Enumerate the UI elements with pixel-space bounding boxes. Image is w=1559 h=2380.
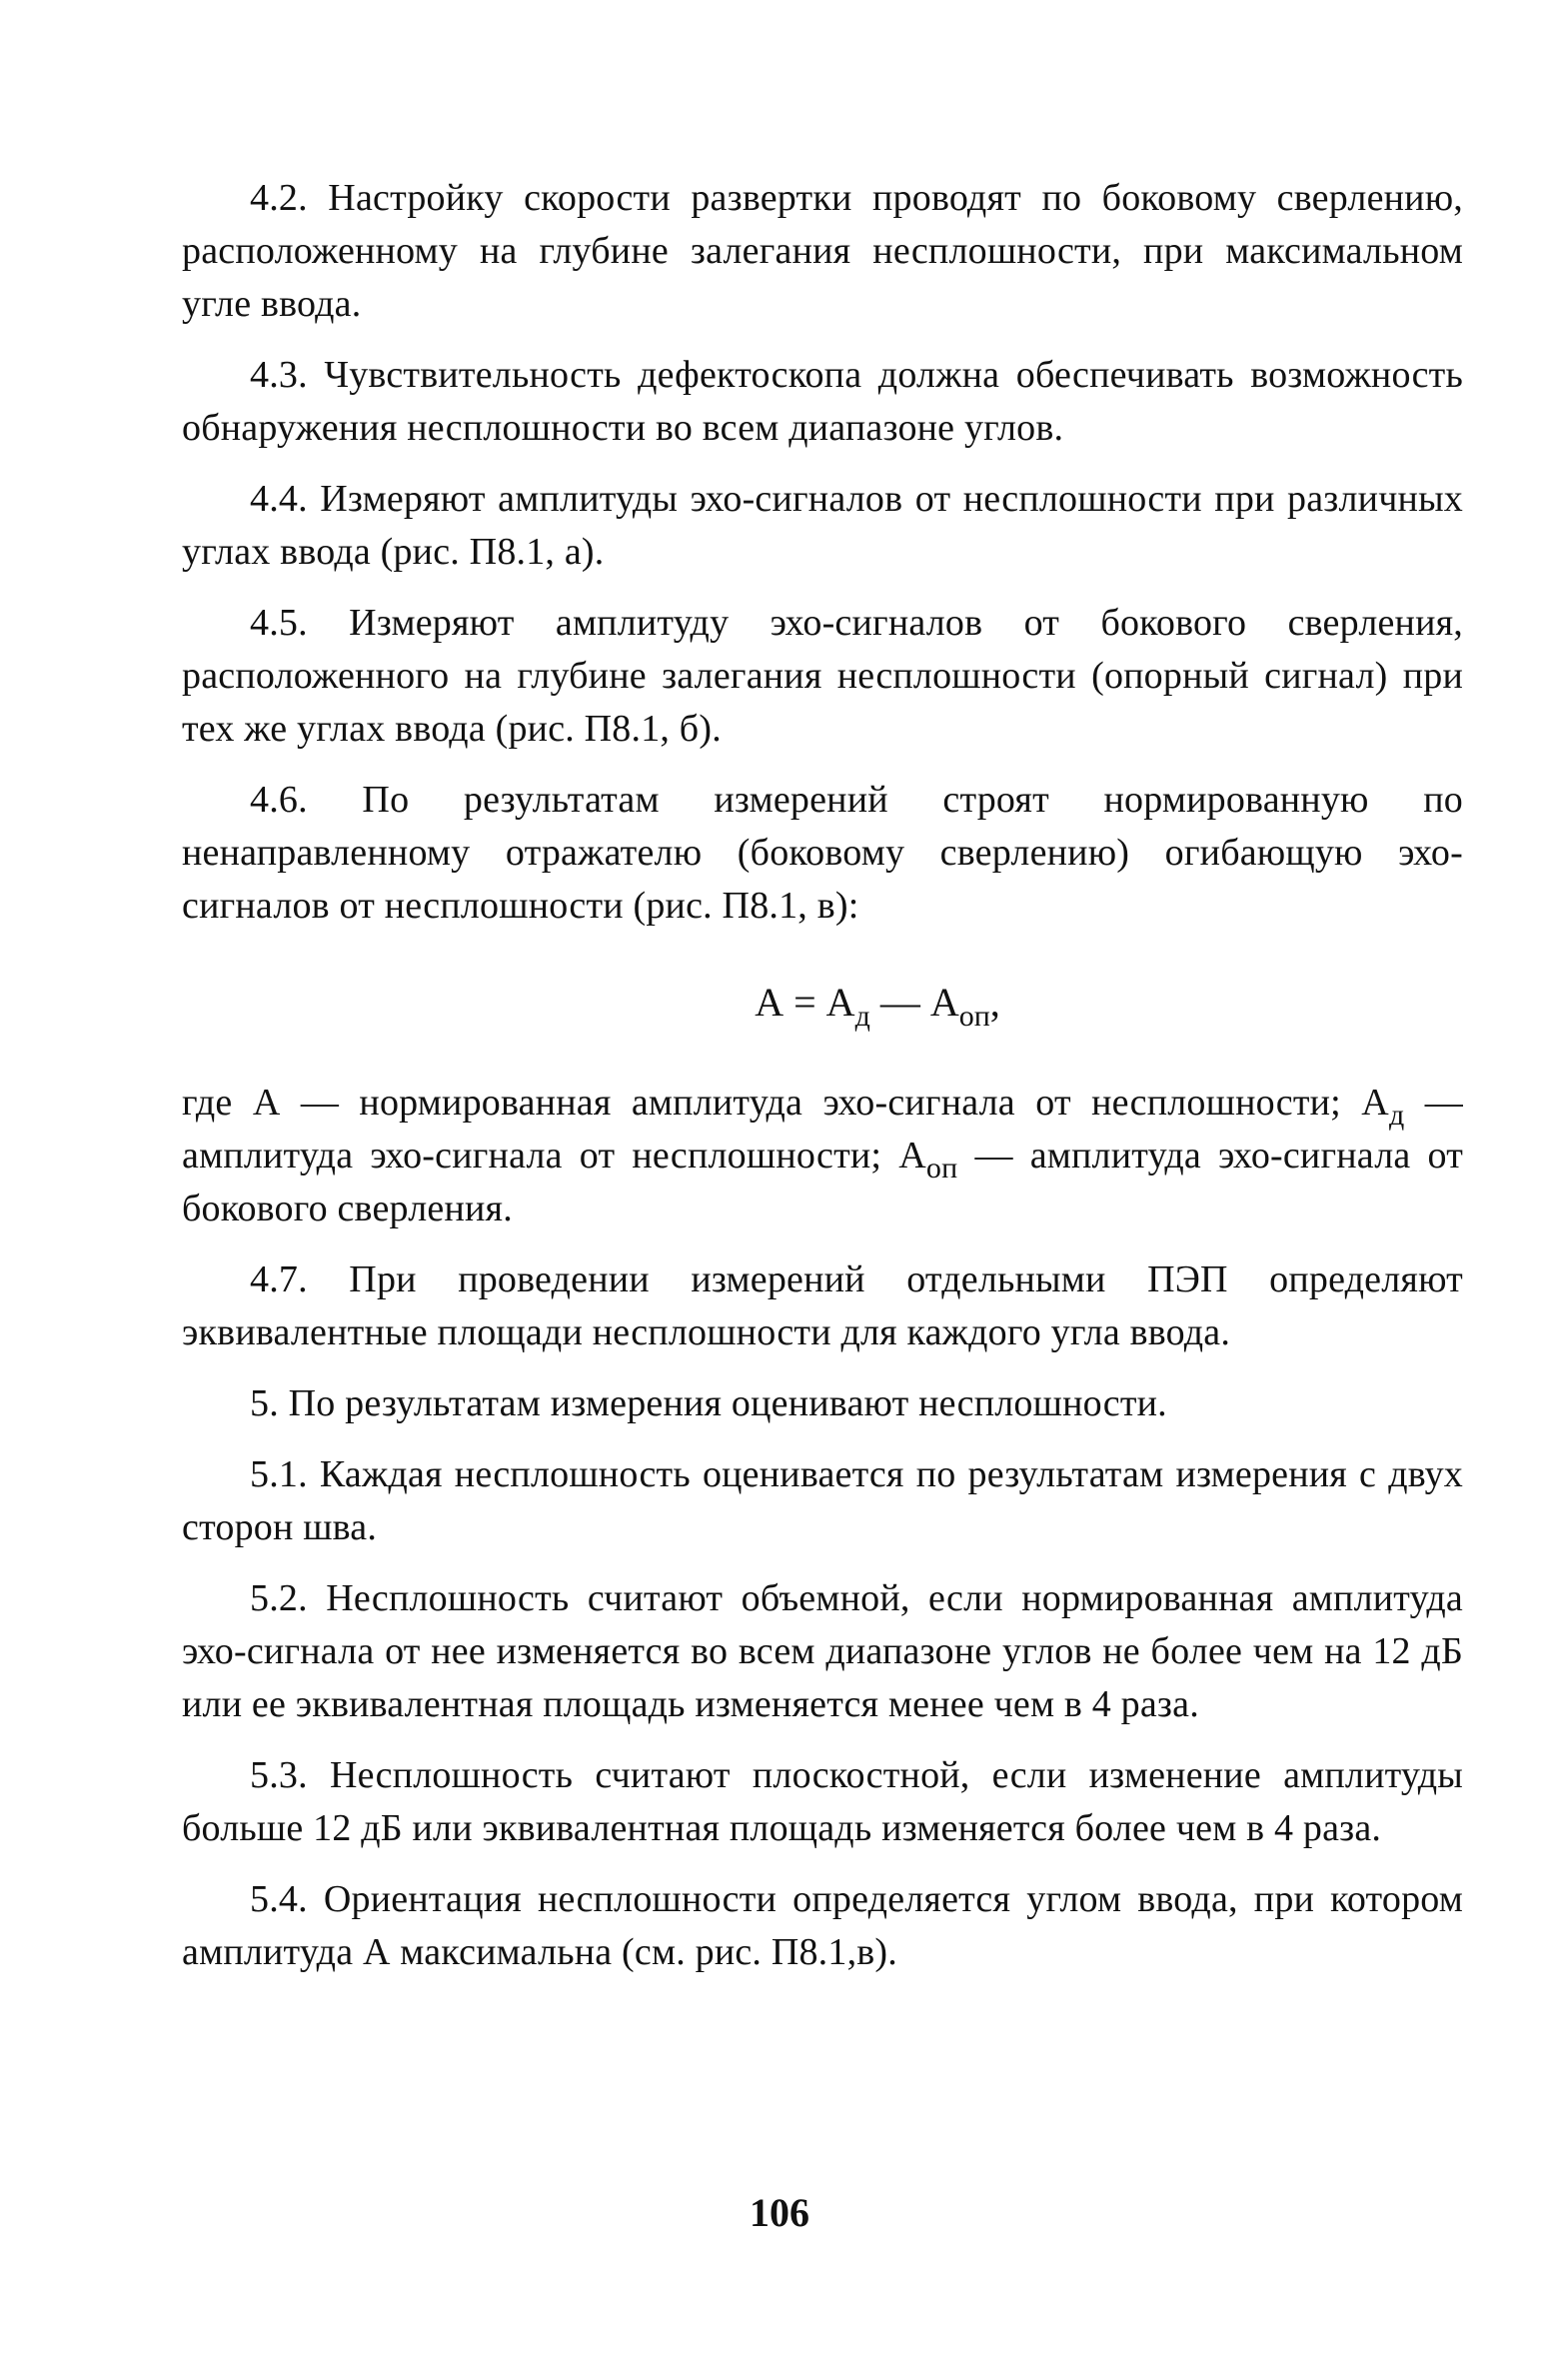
formula-comma: , <box>989 980 1000 1025</box>
paragraph-5-4: 5.4. Ориентация несплошности определяется углом ввода, при котором амплитуда А максимальна (см. рис. П8.1,в). <box>182 1878 1463 1973</box>
formula-explanation <box>182 1077 1463 1235</box>
formula-a-d-subscript: д <box>854 1000 870 1033</box>
explanation-a-d: А <box>1361 1082 1389 1124</box>
page-number: 106 <box>750 2190 809 2235</box>
formula-equals: = <box>783 980 826 1025</box>
explanation-a-op-subscript: оп <box>925 1152 958 1185</box>
formula-minus: — <box>869 980 930 1025</box>
paragraph-5: 5. По результатам измерения оценивают несплошности. <box>250 1382 1167 1424</box>
explanation-a-op: А <box>898 1135 926 1177</box>
formula-a-op-subscript: оп <box>958 1000 990 1033</box>
paragraph-4-6: 4.6. По результатам измерений строят нормированную по ненаправленному отражателю (боковому сверлению) огибающую эхо-сигналов от несплошности (рис. П8.1, в): <box>182 779 1463 927</box>
explanation-part-2: — амплитуда эхо-сигнала от несплошности; <box>182 1082 1463 1177</box>
page-body <box>182 172 1463 1997</box>
paragraph-5-2: 5.2. Несплошность считают объемной, если нормированная амплитуда эхо-сигнала от нее изменяется во всем диапазоне углов не более чем на 12 дБ или ее эквивалентная площадь изменяется менее чем в 4 раза. <box>182 1577 1463 1725</box>
paragraph-4-7: 4.7. При проведении измерений отдельными ПЭП определяют эквивалентные площади несплошности для каждого угла ввода. <box>182 1258 1463 1353</box>
explanation-a-d-subscript: д <box>1388 1099 1405 1132</box>
formula-a-op: А <box>929 980 959 1025</box>
explanation-part-1: где А — нормированная амплитуда эхо-сигнала от несплошности; <box>182 1082 1362 1124</box>
paragraph-5-3: 5.3. Несплошность считают плоскостной, если изменение амплитуды больше 12 дБ или эквивалентная площадь изменяется более чем в 4 раза. <box>182 1754 1463 1849</box>
paragraph-4-4: 4.4. Измеряют амплитуды эхо-сигналов от несплошности при различных углах ввода (рис. П8.1, а). <box>182 478 1463 573</box>
formula-a-d: А <box>825 980 855 1025</box>
paragraph-4-2: 4.2. Настройку скорости развертки проводят по боковому сверлению, расположенному на глубине залегания несплошности, при максимальном угле ввода. <box>182 177 1463 325</box>
explanation-part-3: — амплитуда эхо-сигнала от бокового сверления. <box>182 1135 1463 1229</box>
formula <box>182 973 1463 1033</box>
paragraph-5-1: 5.1. Каждая несплошность оценивается по результатам измерения с двух сторон шва. <box>182 1453 1463 1548</box>
paragraph-4-3: 4.3. Чувствительность дефектоскопа должна обеспечивать возможность обнаружения несплошности во всем диапазоне углов. <box>182 354 1463 449</box>
formula-lhs: А <box>755 980 784 1025</box>
paragraph-4-5: 4.5. Измеряют амплитуду эхо-сигналов от бокового сверления, расположенного на глубине залегания несплошности (опорный сигнал) при тех же углах ввода (рис. П8.1, б). <box>182 602 1463 750</box>
